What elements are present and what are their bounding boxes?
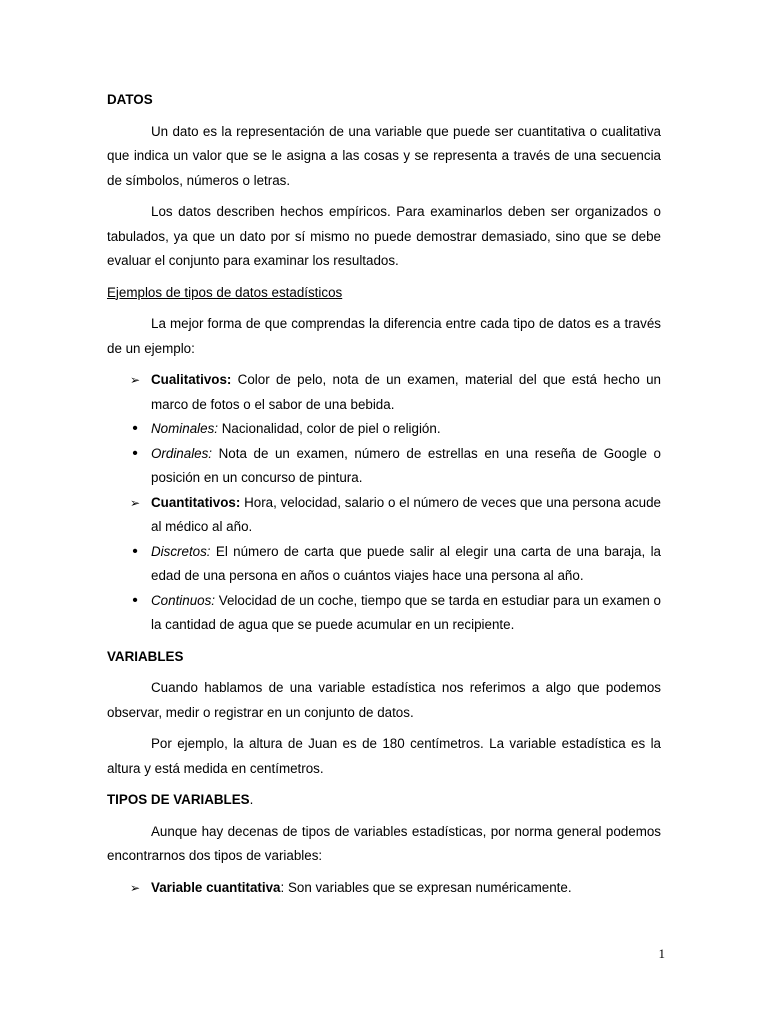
paragraph-datos-definition: Un dato es la representación de una variable que puede ser cuantitativa o cualitativa que indica un valor que se le asigna a las cosas y se representa a través de una secuencia de símbolos, números o letras. [107,123,661,188]
term-label: Discretos: [151,543,211,559]
list-item-discretos [107,540,661,589]
arrow-bullet-icon: ➢ [129,880,141,895]
term-description: Velocidad de un coche, tiempo que se tarda en estudiar para un examen o la cantidad de agua que se puede acumular en un recipiente. [151,592,661,632]
examples-list [107,368,661,638]
dot-bullet-icon: • [132,444,138,462]
term-label: Cualitativos: [151,372,232,387]
list-item-ordinales [107,442,661,491]
section-heading-datos: DATOS [107,92,153,107]
arrow-bullet-icon: ➢ [129,373,141,387]
term-description: Hora, velocidad, salario o el número de veces que una persona acude al médico al año. [151,494,661,534]
paragraph-datos-empiricos: Los datos describen hechos empíricos. Para examinarlos deben ser organizados o tabulados, ya que un dato por sí mismo no puede demostrar demasiado, sino que se debe evaluar el conjunto para examinar los resultados. [107,204,661,268]
term-label: Ordinales: [151,445,213,461]
term-description: Nota de un examen, número de estrellas en una reseña de Google o posición en un concurso de pintura. [151,445,661,485]
term-label: Variable cuantitativa [151,879,281,895]
subheading-ejemplos: Ejemplos de tipos de datos estadísticos [107,284,343,300]
term-label: Cuantitativos: [151,494,241,510]
term-label: Continuos: [151,592,216,608]
dot-bullet-icon: • [132,542,138,560]
variable-types-list [107,876,661,901]
list-item-continuos [107,589,661,638]
term-description: El número de carta que puede salir al elegir una carta de una baraja, la edad de una persona en años o cuántos viajes hace una persona al año. [151,543,661,583]
term-description: Nacionalidad, color de piel o religión. [217,421,441,436]
page-number: 1 [658,946,665,961]
paragraph-variables-definition: Cuando hablamos de una variable estadística nos referimos a algo que podemos observar, medir o registrar en un conjunto de datos. [107,680,661,720]
term-description: : Son variables que se expresan numéricamente. [280,879,572,895]
paragraph-variables-example: Por ejemplo, la altura de Juan es de 180 centímetros. La variable estadística es la altura y está medida en centímetros. [107,736,661,776]
term-description: Color de pelo, nota de un examen, material del que está hecho un marco de fotos o el sabor de una bebida. [151,372,661,412]
list-item-nominales [107,417,661,442]
paragraph-tipos-intro: Aunque hay decenas de tipos de variables estadísticas, por norma general podemos encontrarnos dos tipos de variables: [107,823,661,863]
paragraph-ejemplos-intro: La mejor forma de que comprendas la diferencia entre cada tipo de datos es a través de un ejemplo: [107,316,661,356]
list-item-cuantitativos [107,491,661,540]
section-heading-tipos: TIPOS DE VARIABLES. [107,792,254,807]
list-item-variable-cuantitativa [107,876,661,901]
section-heading-variables: VARIABLES [107,648,184,664]
document-page [107,88,661,907]
heading-suffix: . [249,792,254,807]
arrow-bullet-icon: ➢ [129,495,141,510]
term-label: Nominales: [151,421,218,436]
dot-bullet-icon: • [132,420,138,437]
dot-bullet-icon: • [132,591,138,609]
list-item-cualitativos [107,368,661,417]
